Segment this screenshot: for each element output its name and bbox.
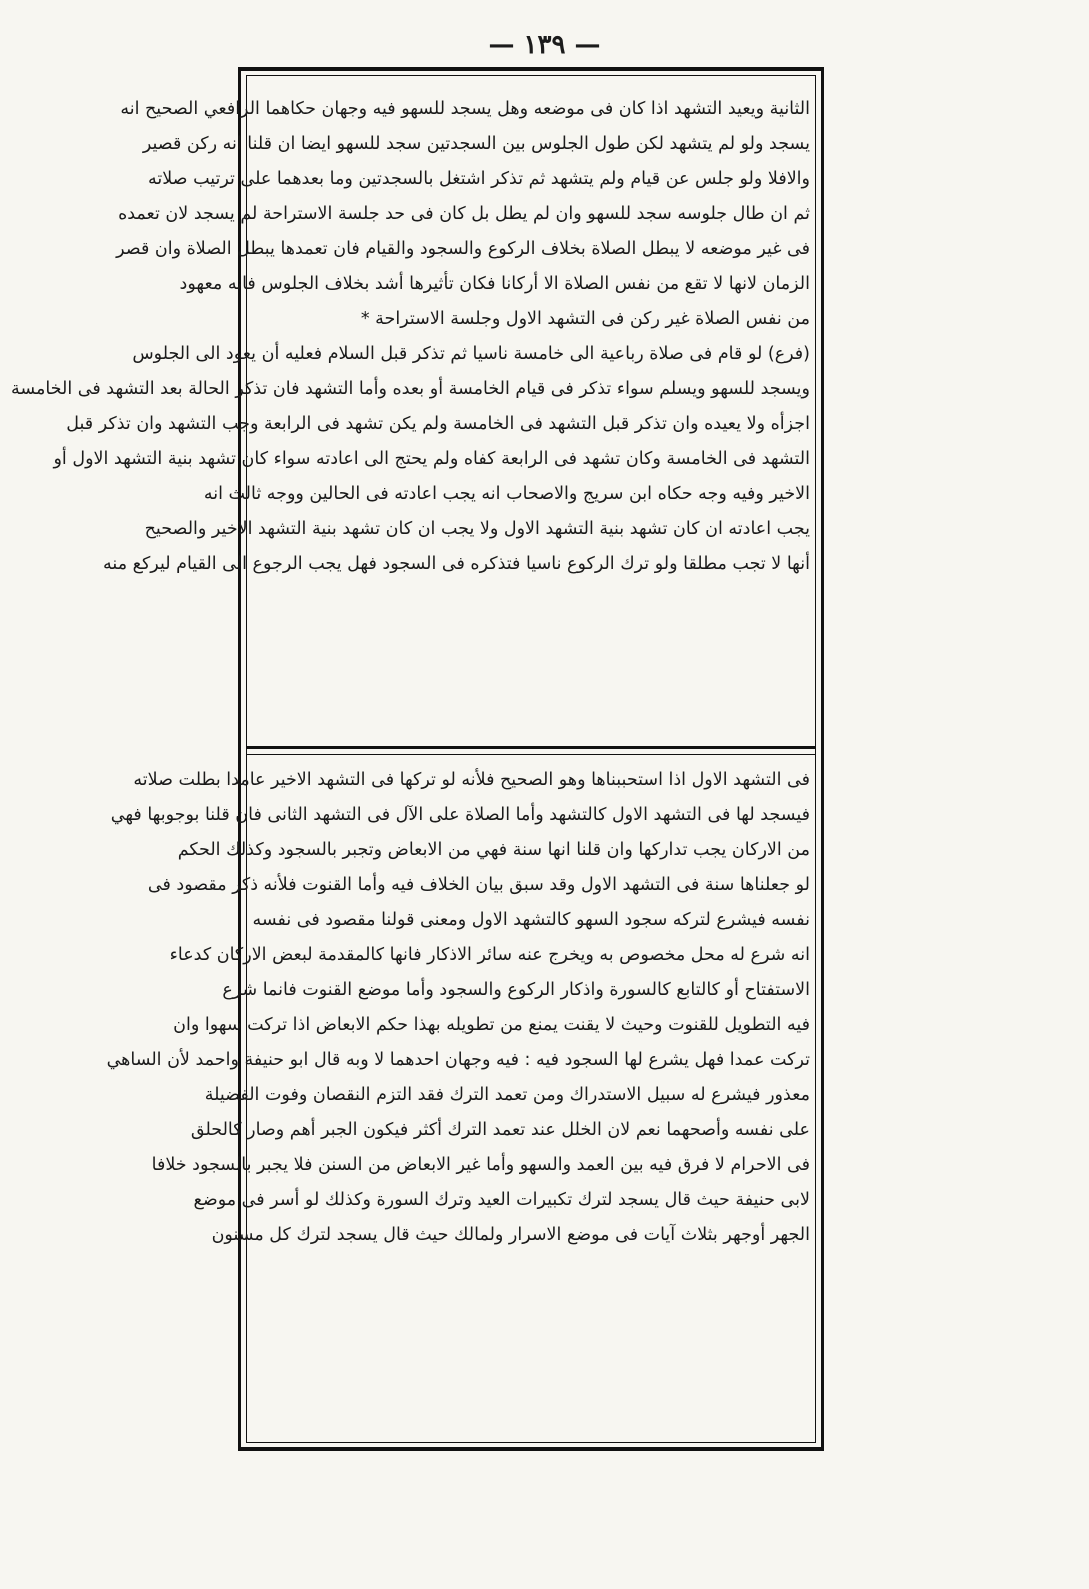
text-line: من نفس الصلاة غير ركن فى التشهد الاول وجلسة الاستراحة * <box>360 309 810 329</box>
text-line: فيه التطويل للقنوت وحيث لا يقنت يمنع من تطويله بهذا حكم الابعاض اذا تركت سهوا وان <box>173 1015 810 1035</box>
text-line: لابى حنيفة حيث قال يسجد لترك تكبيرات العيد وترك السورة وكذلك لو أسر فى موضع <box>193 1190 810 1210</box>
text-line: الجهر أوجهر بثلاث آيات فى موضع الاسرار ولمالك حيث قال يسجد لترك كل مسنون <box>211 1225 810 1245</box>
text-line: الثانية ويعيد التشهد اذا كان فى موضعه وهل يسجد للسهو فيه وجهان حكاهما الرافعي الصحيح انه <box>120 99 810 119</box>
text-line: نفسه فيشرع لتركه سجود السهو كالتشهد الاول ومعنى قولنا مقصود فى نفسه <box>252 910 810 930</box>
section-divider-thin <box>246 754 816 755</box>
text-line: فى غير موضعه لا يبطل الصلاة بخلاف الركوع والسجود والقيام فان تعمدها يبطل الصلاة وان قصر <box>116 239 810 259</box>
upper-text-block <box>10 92 810 582</box>
text-line: معذور فيشرع له سبيل الاستدراك ومن تعمد الترك فقد التزم النقصان وفوت الفضيلة <box>204 1085 810 1105</box>
text-line: اجزأه ولا يعيده وان تذكر قبل التشهد فى الخامسة ولم يكن تشهد فى الرابعة وجب التشهد وان تذكر قبل <box>66 414 810 434</box>
text-line: ثم ان طال جلوسه سجد للسهو وان لم يطل بل كان فى حد جلسة الاستراحة لم يسجد لان تعمده <box>118 204 810 224</box>
text-line: فى الاحرام لا فرق فيه بين العمد والسهو وأما غير الابعاض من السنن فلا يجبر بالسجود خلافا <box>151 1155 810 1175</box>
text-line: انه شرع له محل مخصوص به ويخرج عنه سائر الاذكار فانها كالمقدمة لبعض الاركان كدعاء <box>169 945 810 965</box>
text-line: على نفسه وأصحهما نعم لان الخلل عند تعمد الترك أكثر فيكون الجبر أهم وصار كالحلق <box>190 1120 810 1140</box>
text-line: لو جعلناها سنة فى التشهد الاول وقد سبق بيان الخلاف فيه وأما القنوت فلأنه ذكر مقصود فى <box>147 875 810 895</box>
lower-text-block <box>106 763 810 1253</box>
text-line: يسجد ولو لم يتشهد لكن طول الجلوس بين السجدتين سجد للسهو ايضا ان قلنا انه ركن قصير <box>142 134 810 154</box>
text-line: تركت عمدا فهل يشرع لها السجود فيه : فيه وجهان احدهما لا وبه قال ابو حنيفة واحمد لأن الساهي <box>106 1050 810 1070</box>
section-divider <box>246 746 816 749</box>
text-line: أنها لا تجب مطلقا ولو ترك الركوع ناسيا فتذكره فى السجود فهل يجب الرجوع الى القيام ليركع منه <box>103 554 810 574</box>
text-line: من الاركان يجب تداركها وان قلنا انها سنة فهي من الابعاض وتجبر بالسجود وكذلك الحكم <box>177 840 810 860</box>
text-line: فيسجد لها فى التشهد الاول كالتشهد وأما الصلاة على الآل فى التشهد الثانى فان قلنا بوجوبها فهي <box>110 805 810 825</box>
text-line: الاستفتاح أو كالتابع كالسورة واذكار الركوع والسجود وأما موضع القنوت فانما شرع <box>222 980 810 1000</box>
text-line: يجب اعادته ان كان تشهد بنية التشهد الاول ولا يجب ان كان تشهد بنية التشهد الاخير والصحيح <box>144 519 810 539</box>
text-line: (فرع) لو قام فى صلاة رباعية الى خامسة ناسيا ثم تذكر قبل السلام فعليه أن يعود الى الجلوس <box>132 344 810 364</box>
text-line: الاخير وفيه وجه حكاه ابن سريج والاصحاب انه يجب اعادته فى الحالين ووجه ثالث انه <box>203 484 810 504</box>
text-line: ويسجد للسهو ويسلم سواء تذكر فى قيام الخامسة أو بعده وأما التشهد فان تذكر الحالة بعد التشهد فى الخامسة <box>10 379 810 399</box>
text-line: الزمان لانها لا تقع من نفس الصلاة الا أركانا فكان تأثيرها أشد بخلاف الجلوس فانه معهود <box>179 274 810 294</box>
text-line: التشهد فى الخامسة وكان تشهد فى الرابعة كفاه ولم يحتج الى اعادته سواء كان تشهد بنية التشهد الاول أو <box>53 449 810 469</box>
text-line: فى التشهد الاول اذا استحببناها وهو الصحيح فلأنه لو تركها فى التشهد الاخير عامدا بطلت صلاته <box>133 770 810 790</box>
text-line: والافلا ولو جلس عن قيام ولم يتشهد ثم تذكر اشتغل بالسجدتين وما بعدهما على ترتيب صلاته <box>147 169 810 189</box>
page-number: — ١٣٩ — <box>488 30 601 60</box>
